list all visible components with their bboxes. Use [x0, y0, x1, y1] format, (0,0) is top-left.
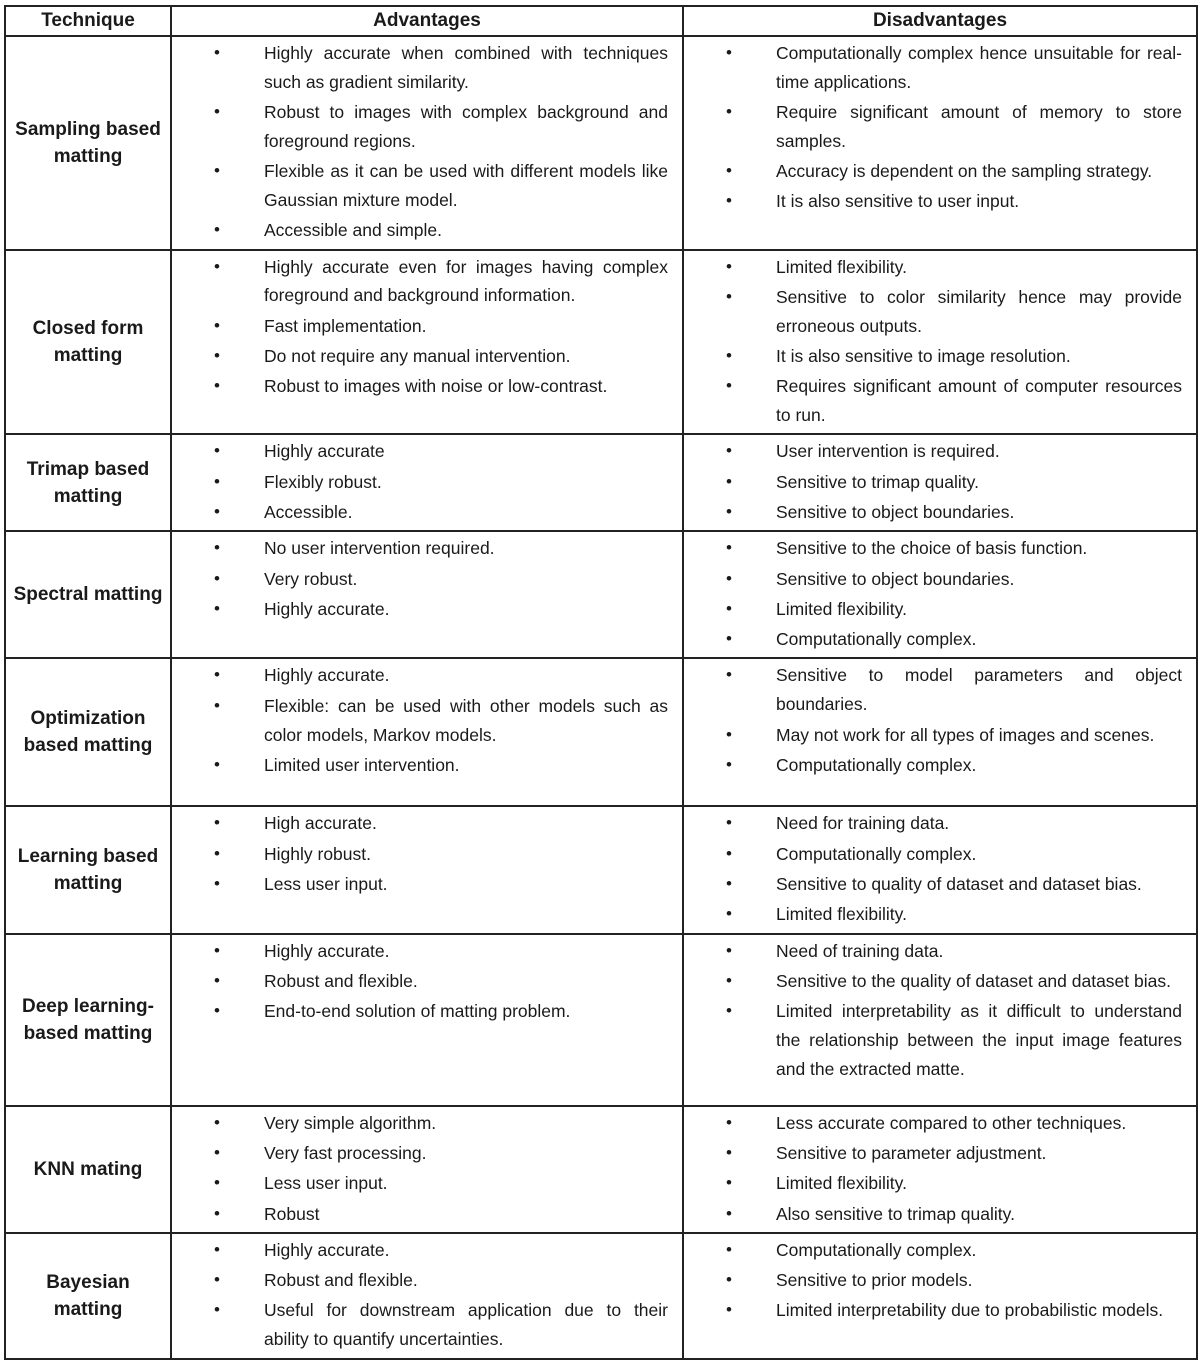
table-row	[5, 1233, 1197, 1359]
list-item	[684, 997, 1182, 1083]
disadvantage-item: Computationally complex.	[776, 754, 977, 775]
list-item	[172, 595, 668, 624]
bullet-icon: •	[214, 843, 220, 863]
bullet-icon: •	[726, 441, 732, 461]
list-item	[684, 565, 1182, 594]
header-disadvantages: Disadvantages	[683, 6, 1197, 36]
bullet-icon: •	[726, 191, 732, 211]
disadvantages-cell	[683, 806, 1197, 933]
list-item	[684, 1200, 1182, 1229]
bullet-icon: •	[726, 471, 732, 491]
list-item	[172, 692, 668, 750]
comparison-table	[4, 5, 1198, 1360]
disadvantages-cell	[683, 934, 1197, 1106]
technique-cell: Bayesian matting	[5, 1233, 171, 1359]
bullet-icon: •	[214, 161, 220, 181]
advantage-item: Limited user intervention.	[264, 754, 460, 775]
bullet-icon: •	[726, 1142, 732, 1162]
list-item	[172, 342, 668, 371]
bullet-icon: •	[726, 286, 732, 306]
list-item	[684, 595, 1182, 624]
disadvantage-item: Computationally complex.	[776, 1239, 977, 1260]
list-item	[172, 157, 668, 215]
list-item	[172, 937, 668, 966]
bullet-icon: •	[214, 598, 220, 618]
bullet-icon: •	[214, 538, 220, 558]
disadvantage-item: User intervention is required.	[776, 441, 1000, 462]
bullet-icon: •	[214, 471, 220, 491]
advantages-list	[172, 937, 668, 1026]
list-item	[684, 253, 1182, 282]
bullet-icon: •	[214, 1142, 220, 1162]
disadvantage-item: Sensitive to quality of dataset and dataset bias.	[776, 874, 1142, 895]
advantages-cell	[171, 36, 683, 250]
advantage-item: Fast implementation.	[264, 315, 427, 336]
advantages-cell	[171, 934, 683, 1106]
technique-cell: KNN mating	[5, 1106, 171, 1233]
disadvantages-list	[684, 661, 1182, 779]
bullet-icon: •	[214, 874, 220, 894]
bullet-icon: •	[726, 724, 732, 744]
disadvantage-item: Computationally complex hence unsuitable for real-time applications.	[776, 43, 1182, 92]
disadvantages-list	[684, 39, 1182, 216]
table-row	[5, 434, 1197, 531]
list-item	[172, 997, 668, 1026]
advantage-item: Highly accurate	[264, 441, 385, 462]
disadvantages-cell	[683, 434, 1197, 531]
list-item	[172, 967, 668, 996]
advantage-item: Flexible as it can be used with different models like Gaussian mixture model.	[264, 161, 668, 210]
list-item	[684, 157, 1182, 186]
advantages-list	[172, 661, 668, 779]
list-item	[172, 661, 668, 690]
disadvantages-list	[684, 534, 1182, 654]
bullet-icon: •	[726, 1203, 732, 1223]
list-item	[684, 342, 1182, 371]
bullet-icon: •	[214, 1112, 220, 1132]
advantages-cell	[171, 1233, 683, 1359]
disadvantage-item: Need of training data.	[776, 940, 944, 961]
bullet-icon: •	[214, 256, 220, 276]
list-item	[684, 751, 1182, 780]
advantage-item: Robust to images with complex background and foreground regions.	[264, 102, 668, 151]
list-item	[172, 98, 668, 156]
list-item	[172, 809, 668, 838]
advantages-cell	[171, 658, 683, 806]
header-row	[5, 6, 1197, 36]
disadvantage-item: Sensitive to object boundaries.	[776, 568, 1015, 589]
advantage-item: Highly accurate.	[264, 665, 390, 686]
bullet-icon: •	[214, 1173, 220, 1193]
bullet-icon: •	[726, 1239, 732, 1259]
bullet-icon: •	[214, 441, 220, 461]
advantages-cell	[171, 806, 683, 933]
bullet-icon: •	[726, 1112, 732, 1132]
bullet-icon: •	[726, 665, 732, 685]
bullet-icon: •	[726, 538, 732, 558]
disadvantage-item: Limited interpretability as it difficult to understand the relationship between the input image features and the extracted matte.	[776, 1001, 1182, 1079]
disadvantages-list	[684, 1109, 1182, 1229]
list-item	[172, 1266, 668, 1295]
advantage-item: Robust	[264, 1203, 320, 1224]
table-row	[5, 806, 1197, 933]
bullet-icon: •	[726, 843, 732, 863]
advantage-item: Accessible.	[264, 501, 353, 522]
disadvantage-item: Limited flexibility.	[776, 256, 907, 277]
bullet-icon: •	[214, 501, 220, 521]
bullet-icon: •	[214, 970, 220, 990]
bullet-icon: •	[726, 1173, 732, 1193]
bullet-icon: •	[726, 256, 732, 276]
table-row	[5, 250, 1197, 435]
disadvantage-item: Sensitive to the choice of basis function.	[776, 538, 1088, 559]
advantages-cell	[171, 1106, 683, 1233]
advantages-list	[172, 1236, 668, 1354]
disadvantage-item: Less accurate compared to other techniques.	[776, 1112, 1127, 1133]
bullet-icon: •	[726, 568, 732, 588]
advantage-item: High accurate.	[264, 813, 377, 834]
list-item	[172, 1236, 668, 1265]
disadvantage-item: Sensitive to parameter adjustment.	[776, 1142, 1047, 1163]
bullet-icon: •	[726, 43, 732, 62]
disadvantage-item: Sensitive to prior models.	[776, 1270, 973, 1291]
list-item	[684, 372, 1182, 430]
disadvantages-list	[684, 1236, 1182, 1325]
bullet-icon: •	[726, 754, 732, 774]
technique-cell: Spectral matting	[5, 531, 171, 658]
list-item	[172, 1200, 668, 1229]
bullet-icon: •	[214, 695, 220, 715]
list-item	[684, 1266, 1182, 1295]
bullet-icon: •	[214, 1001, 220, 1021]
disadvantage-item: It is also sensitive to user input.	[776, 191, 1020, 212]
bullet-icon: •	[214, 376, 220, 396]
table-row	[5, 1106, 1197, 1233]
disadvantage-item: Limited flexibility.	[776, 904, 907, 925]
list-item	[172, 1109, 668, 1138]
list-item	[684, 1169, 1182, 1198]
disadvantages-cell	[683, 658, 1197, 806]
list-item	[684, 39, 1182, 97]
advantage-item: Flexible: can be used with other models such as color models, Markov models.	[264, 695, 668, 745]
list-item	[684, 468, 1182, 497]
disadvantages-list	[684, 437, 1182, 526]
list-item	[684, 187, 1182, 216]
advantage-item: Flexibly robust.	[264, 471, 382, 492]
list-item	[684, 661, 1182, 719]
disadvantage-item: Limited flexibility.	[776, 1173, 907, 1194]
advantage-item: Highly robust.	[264, 843, 371, 864]
list-item	[684, 721, 1182, 750]
disadvantage-item: Sensitive to the quality of dataset and dataset bias.	[776, 970, 1171, 991]
advantages-cell	[171, 434, 683, 531]
list-item	[172, 216, 668, 245]
bullet-icon: •	[726, 904, 732, 924]
list-item	[684, 1139, 1182, 1168]
list-item	[684, 283, 1182, 341]
list-item	[172, 1296, 668, 1354]
advantages-list	[172, 534, 668, 623]
bullet-icon: •	[726, 598, 732, 618]
bullet-icon: •	[214, 315, 220, 335]
disadvantage-item: Require significant amount of memory to store samples.	[776, 102, 1182, 151]
bullet-icon: •	[214, 1239, 220, 1259]
advantages-cell	[171, 531, 683, 658]
bullet-icon: •	[726, 345, 732, 365]
disadvantages-cell	[683, 1233, 1197, 1359]
table-row	[5, 36, 1197, 250]
disadvantage-item: Sensitive to object boundaries.	[776, 501, 1015, 522]
disadvantage-item: Also sensitive to trimap quality.	[776, 1203, 1015, 1224]
advantage-item: Highly accurate.	[264, 940, 390, 961]
advantage-item: Do not require any manual intervention.	[264, 345, 571, 366]
bullet-icon: •	[214, 940, 220, 960]
advantage-item: Useful for downstream application due to their ability to quantify uncertainties.	[264, 1300, 668, 1350]
technique-cell: Optimization based matting	[5, 658, 171, 806]
list-item	[684, 967, 1182, 996]
advantages-list	[172, 809, 668, 898]
list-item	[172, 565, 668, 594]
table-row	[5, 934, 1197, 1106]
list-item	[684, 534, 1182, 563]
list-item	[684, 900, 1182, 929]
advantage-item: No user intervention required.	[264, 538, 495, 559]
header-technique: Technique	[5, 6, 171, 36]
list-item	[684, 870, 1182, 899]
disadvantage-item: Limited interpretability due to probabilistic models.	[776, 1300, 1164, 1321]
list-item	[172, 253, 668, 311]
bullet-icon: •	[214, 43, 220, 62]
disadvantages-cell	[683, 250, 1197, 435]
bullet-icon: •	[726, 970, 732, 990]
bullet-icon: •	[726, 1270, 732, 1290]
bullet-icon: •	[726, 940, 732, 960]
disadvantage-item: May not work for all types of images and scenes.	[776, 724, 1155, 745]
bullet-icon: •	[726, 629, 732, 649]
list-item	[684, 937, 1182, 966]
bullet-icon: •	[726, 813, 732, 833]
bullet-icon: •	[214, 102, 220, 122]
list-item	[172, 534, 668, 563]
advantage-item: Robust and flexible.	[264, 1270, 418, 1291]
advantages-list	[172, 39, 668, 245]
bullet-icon: •	[726, 874, 732, 894]
advantages-list	[172, 253, 668, 401]
bullet-icon: •	[214, 345, 220, 365]
advantages-cell	[171, 250, 683, 435]
advantage-item: Very simple algorithm.	[264, 1112, 437, 1133]
bullet-icon: •	[214, 1270, 220, 1290]
list-item	[684, 1296, 1182, 1325]
advantage-item: Highly accurate even for images having complex foreground and background information.	[264, 256, 668, 306]
list-item	[172, 372, 668, 401]
disadvantages-cell	[683, 36, 1197, 250]
bullet-icon: •	[214, 1300, 220, 1320]
disadvantages-list	[684, 937, 1182, 1084]
list-item	[172, 437, 668, 466]
header-advantages: Advantages	[171, 6, 683, 36]
advantage-item: Very robust.	[264, 568, 358, 589]
disadvantage-item: Accuracy is dependent on the sampling strategy.	[776, 161, 1153, 182]
list-item	[172, 39, 668, 97]
disadvantage-item: Sensitive to model parameters and object boundaries.	[776, 665, 1182, 715]
bullet-icon: •	[214, 1203, 220, 1223]
advantage-item: Accessible and simple.	[264, 220, 442, 241]
advantage-item: Less user input.	[264, 1173, 388, 1194]
technique-cell: Learning based matting	[5, 806, 171, 933]
disadvantages-list	[684, 809, 1182, 929]
bullet-icon: •	[726, 102, 732, 122]
list-item	[172, 870, 668, 899]
list-item	[684, 625, 1182, 654]
list-item	[172, 498, 668, 527]
table-row	[5, 658, 1197, 806]
bullet-icon: •	[214, 220, 220, 240]
advantage-item: Robust to images with noise or low-contrast.	[264, 376, 608, 397]
technique-cell: Deep learning-based matting	[5, 934, 171, 1106]
list-item	[172, 840, 668, 869]
bullet-icon: •	[726, 161, 732, 181]
disadvantage-item: Sensitive to trimap quality.	[776, 471, 979, 492]
bullet-icon: •	[726, 501, 732, 521]
list-item	[172, 751, 668, 780]
bullet-icon: •	[726, 376, 732, 396]
disadvantages-cell	[683, 1106, 1197, 1233]
disadvantage-item: It is also sensitive to image resolution.	[776, 345, 1071, 366]
list-item	[684, 498, 1182, 527]
advantage-item: Highly accurate when combined with techniques such as gradient similarity.	[264, 43, 668, 92]
list-item	[684, 98, 1182, 156]
list-item	[172, 1169, 668, 1198]
disadvantage-item: Sensitive to color similarity hence may provide erroneous outputs.	[776, 286, 1182, 336]
advantage-item: End-to-end solution of matting problem.	[264, 1001, 571, 1022]
disadvantage-item: Need for training data.	[776, 813, 950, 834]
advantage-item: Highly accurate.	[264, 1239, 390, 1260]
advantage-item: Highly accurate.	[264, 598, 390, 619]
list-item	[684, 437, 1182, 466]
table-body	[5, 36, 1197, 1359]
table-row	[5, 531, 1197, 658]
technique-cell: Trimap based matting	[5, 434, 171, 531]
disadvantage-item: Requires significant amount of computer resources to run.	[776, 376, 1182, 426]
bullet-icon: •	[214, 813, 220, 833]
advantage-item: Very fast processing.	[264, 1142, 427, 1163]
list-item	[172, 1139, 668, 1168]
bullet-icon: •	[214, 568, 220, 588]
disadvantage-item: Computationally complex.	[776, 629, 977, 650]
bullet-icon: •	[726, 1001, 732, 1021]
list-item	[684, 1236, 1182, 1265]
disadvantages-list	[684, 253, 1182, 430]
list-item	[684, 1109, 1182, 1138]
bullet-icon: •	[214, 754, 220, 774]
list-item	[684, 809, 1182, 838]
bullet-icon: •	[214, 665, 220, 685]
technique-cell: Sampling based matting	[5, 36, 171, 250]
advantage-item: Less user input.	[264, 874, 388, 895]
advantage-item: Robust and flexible.	[264, 970, 418, 991]
disadvantage-item: Limited flexibility.	[776, 598, 907, 619]
disadvantages-cell	[683, 531, 1197, 658]
advantages-list	[172, 1109, 668, 1229]
disadvantage-item: Computationally complex.	[776, 843, 977, 864]
list-item	[172, 312, 668, 341]
bullet-icon: •	[726, 1300, 732, 1320]
technique-cell: Closed form matting	[5, 250, 171, 435]
list-item	[684, 840, 1182, 869]
advantages-list	[172, 437, 668, 526]
list-item	[172, 468, 668, 497]
